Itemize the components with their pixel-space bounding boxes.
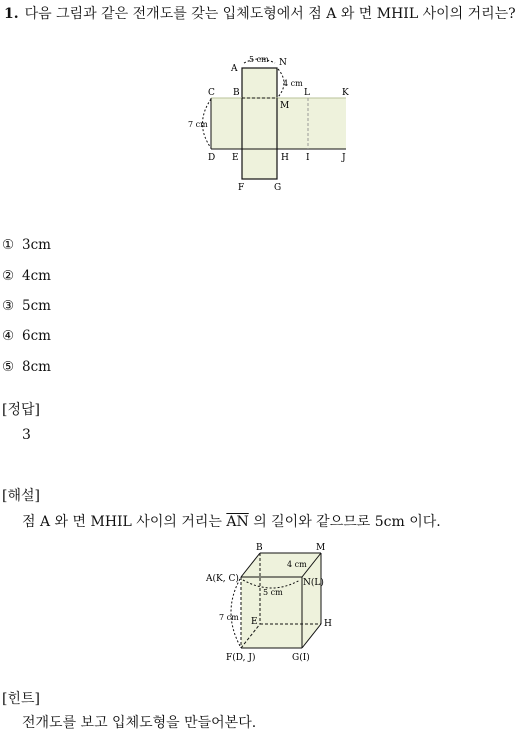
question	[4, 2, 530, 26]
net-label-G: G	[274, 183, 282, 193]
net-label-D: D	[208, 153, 216, 163]
cube-dim-left: 7 cm	[219, 613, 239, 622]
net-label-E: E	[232, 153, 239, 163]
net-figure	[180, 50, 360, 195]
answer-value: 3	[22, 427, 31, 443]
net-dim-side: 4 cm	[283, 79, 303, 88]
net-dim-left: 7 cm	[188, 120, 208, 129]
choice-3[interactable]: ③ 5cm	[2, 298, 51, 314]
segment-AN: $\overline{AN}$	[226, 514, 249, 530]
answer-heading: [정답]	[2, 402, 40, 418]
net-label-J: J	[342, 153, 346, 163]
net-label-F: F	[238, 183, 245, 193]
net-label-H: H	[281, 153, 289, 163]
choice-2[interactable]: ② 4cm	[2, 268, 51, 284]
net-label-B: B	[233, 88, 240, 98]
choice-4[interactable]: ④ 6cm	[2, 328, 51, 344]
choice-1[interactable]: ① 3cm	[2, 237, 51, 253]
cube-label-B: B	[256, 543, 263, 553]
cube-label-GI: G(I)	[292, 653, 310, 663]
net-label-M: M	[280, 101, 290, 111]
net-label-A: A	[231, 64, 238, 74]
explanation-heading: [해설]	[2, 488, 40, 504]
net-strip-face	[242, 68, 277, 179]
cube-figure	[200, 540, 340, 665]
net-dim-top: 5 cm	[249, 55, 269, 64]
cube-dim-mid: 5 cm	[263, 588, 283, 597]
explanation-text: 점 A 와 면 MHIL 사이의 거리는 $\overline{AN}$ 의 길이와 같으므로 5cm 이다.	[22, 514, 441, 530]
cube-label-FDJ: F(D, J)	[226, 653, 256, 663]
cube-label-E: E	[251, 617, 258, 627]
cube-label-M: M	[316, 543, 326, 553]
cube-dim-top: 4 cm	[287, 560, 307, 569]
cube-label-H: H	[324, 619, 332, 629]
net-label-N: N	[279, 58, 287, 68]
question-number: 1.	[4, 6, 19, 22]
net-label-I: I	[306, 153, 310, 163]
hint-text: 전개도를 보고 입체도형을 만들어본다.	[22, 715, 257, 731]
net-label-L: L	[304, 88, 310, 98]
net-label-K: K	[342, 88, 349, 98]
cube-label-NL: N(L)	[303, 578, 324, 588]
net-band-face	[211, 98, 346, 149]
question-text: 다음 그림과 같은 전개도를 갖는 입체도형에서 점 A 와 면 MHIL 사이의 거리는?	[24, 6, 516, 22]
cube-label-AKC: A(K, C)	[206, 574, 239, 584]
hint-heading: [힌트]	[2, 691, 40, 707]
choice-5[interactable]: ⑤ 8cm	[2, 359, 51, 375]
net-label-C: C	[208, 88, 215, 98]
